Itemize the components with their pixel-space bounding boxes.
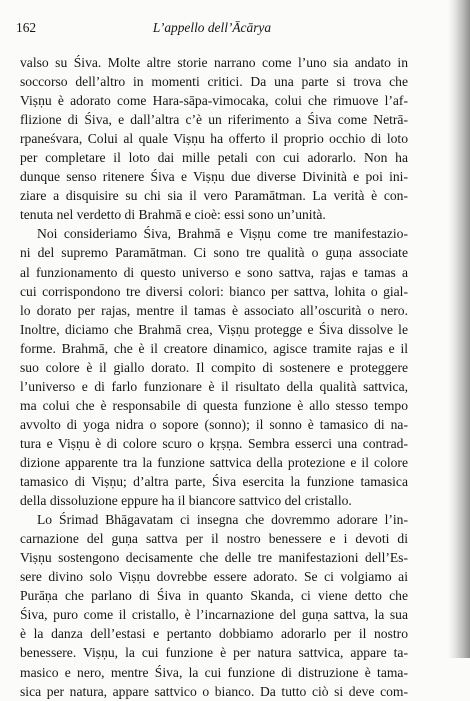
text-line: carnazione del guṇa sattva per il nostro benessere e i devoti di (20, 531, 408, 547)
text-line: masico e nero, mentre Śiva, la cui funzione di distruzione è tama- (20, 664, 408, 680)
text-line: tenuta nel verdetto di Brahmā e cioè: essi sono un’unità. (20, 207, 326, 223)
text-line: forme. Brahmā, che è il creatore dinamico, agisce tramite rajas e il (20, 340, 408, 356)
text-line: Viṣṇu sostengono decisamente che delle tre manifestazioni dell’Es- (20, 550, 408, 566)
text-line: ziare a disquisire su chi sia il vero Paramātman. La verità è con- (20, 188, 408, 204)
text-line: Lo Śrimad Bhāgavatam ci insegna che dovremmo adorare l’in- (37, 512, 408, 528)
text-line: cui corrispondono tre diversi colori: bianco per sattva, lohita o gial- (20, 283, 408, 299)
text-line: Inoltre, diciamo che Brahmā crea, Viṣṇu protegge e Śiva dissolve le (20, 321, 408, 337)
text-line: al funzionamento di questo universo e sono sattva, rajas e tamas a (20, 264, 408, 280)
text-line: Viṣṇu è adorato come Hara-sāpa-vimocaka, colui che rimuove l’af- (20, 93, 408, 109)
text-line: ma colui che è responsabile di questa funzione è allo stesso tempo (20, 397, 408, 413)
page-edge-shadow (448, 0, 470, 658)
text-line: avvolto di yoga nidra o sopore (sonno); il sonno è tamasico di na- (20, 416, 408, 432)
text-line: tamasico di Viṣṇu; d’altra parte, Śiva esercita la funzione tamasica (20, 474, 408, 490)
text-line: rpaneśvara, Colui al quale Viṣṇu ha offerto il proprio occhio di loto (20, 131, 408, 147)
text-line: dunque senso ritenere Śiva e Viṣṇu due diverse Divinità e poi ini- (20, 169, 408, 185)
text-line: Purāṇa che parlano di Śiva in quanto Skanda, ci viene detto che (20, 588, 408, 604)
body-text (20, 53, 408, 701)
text-line: Noi consideriamo Śiva, Brahmā e Viṣṇu come tre manifestazio- (37, 226, 408, 242)
text-line: flizione di Śiva, e dall’altra c’è un riferimento a Śiva come Netrā- (20, 112, 408, 128)
page-number: 162 (16, 20, 37, 35)
text-line: l’universo e di farlo funzionare è il risultato della qualità sattvica, (20, 378, 408, 394)
text-line: benessere. Viṣṇu, la cui funzione è per natura sattvica, appare ta- (20, 645, 408, 661)
text-line: ni del supremo Paramātman. Ci sono tre qualità o guṇa associate (20, 245, 408, 261)
text-line: soccorso dell’altro in momenti critici. Da una parte si trova che (20, 74, 408, 90)
text-line: tura e Viṣṇu è di colore scuro o kṛṣṇa. Sembra esserci una contrad- (20, 435, 408, 451)
text-line: della dissoluzione eppure ha il biancore sattvico del cristallo. (20, 493, 352, 509)
running-title: L’appello dell’Ācārya (152, 20, 272, 35)
text-line: valso su Śiva. Molte altre storie narrano come l’uno sia andato in (20, 55, 408, 70)
text-line: Śiva, puro come il cristallo, è l’incarnazione del guṇa sattva, la sua (20, 607, 408, 623)
text-line: è la danza dell’estasi e pertanto dobbiamo adorarlo per il nostro (20, 626, 408, 642)
text-line: suo colore è il giallo dorato. Il compito di sostenere e proteggere (20, 359, 408, 375)
text-line: sica per natura, appare sattvico o bianco. Da tutto ciò si deve com- (20, 683, 408, 699)
text-line: per completare il loto dai mille petali con cui adorarlo. Non ha (20, 150, 408, 166)
text-line: sere divino solo Viṣṇu dovrebbe essere adorato. Se ci volgiamo ai (20, 569, 408, 585)
text-line: lo dorato per rajas, mentre il tamas è associato all’oscurità o nero. (20, 302, 408, 318)
text-line: dizione apparente tra la funzione sattvica della protezione e il colore (20, 454, 408, 470)
page-header (16, 20, 408, 40)
